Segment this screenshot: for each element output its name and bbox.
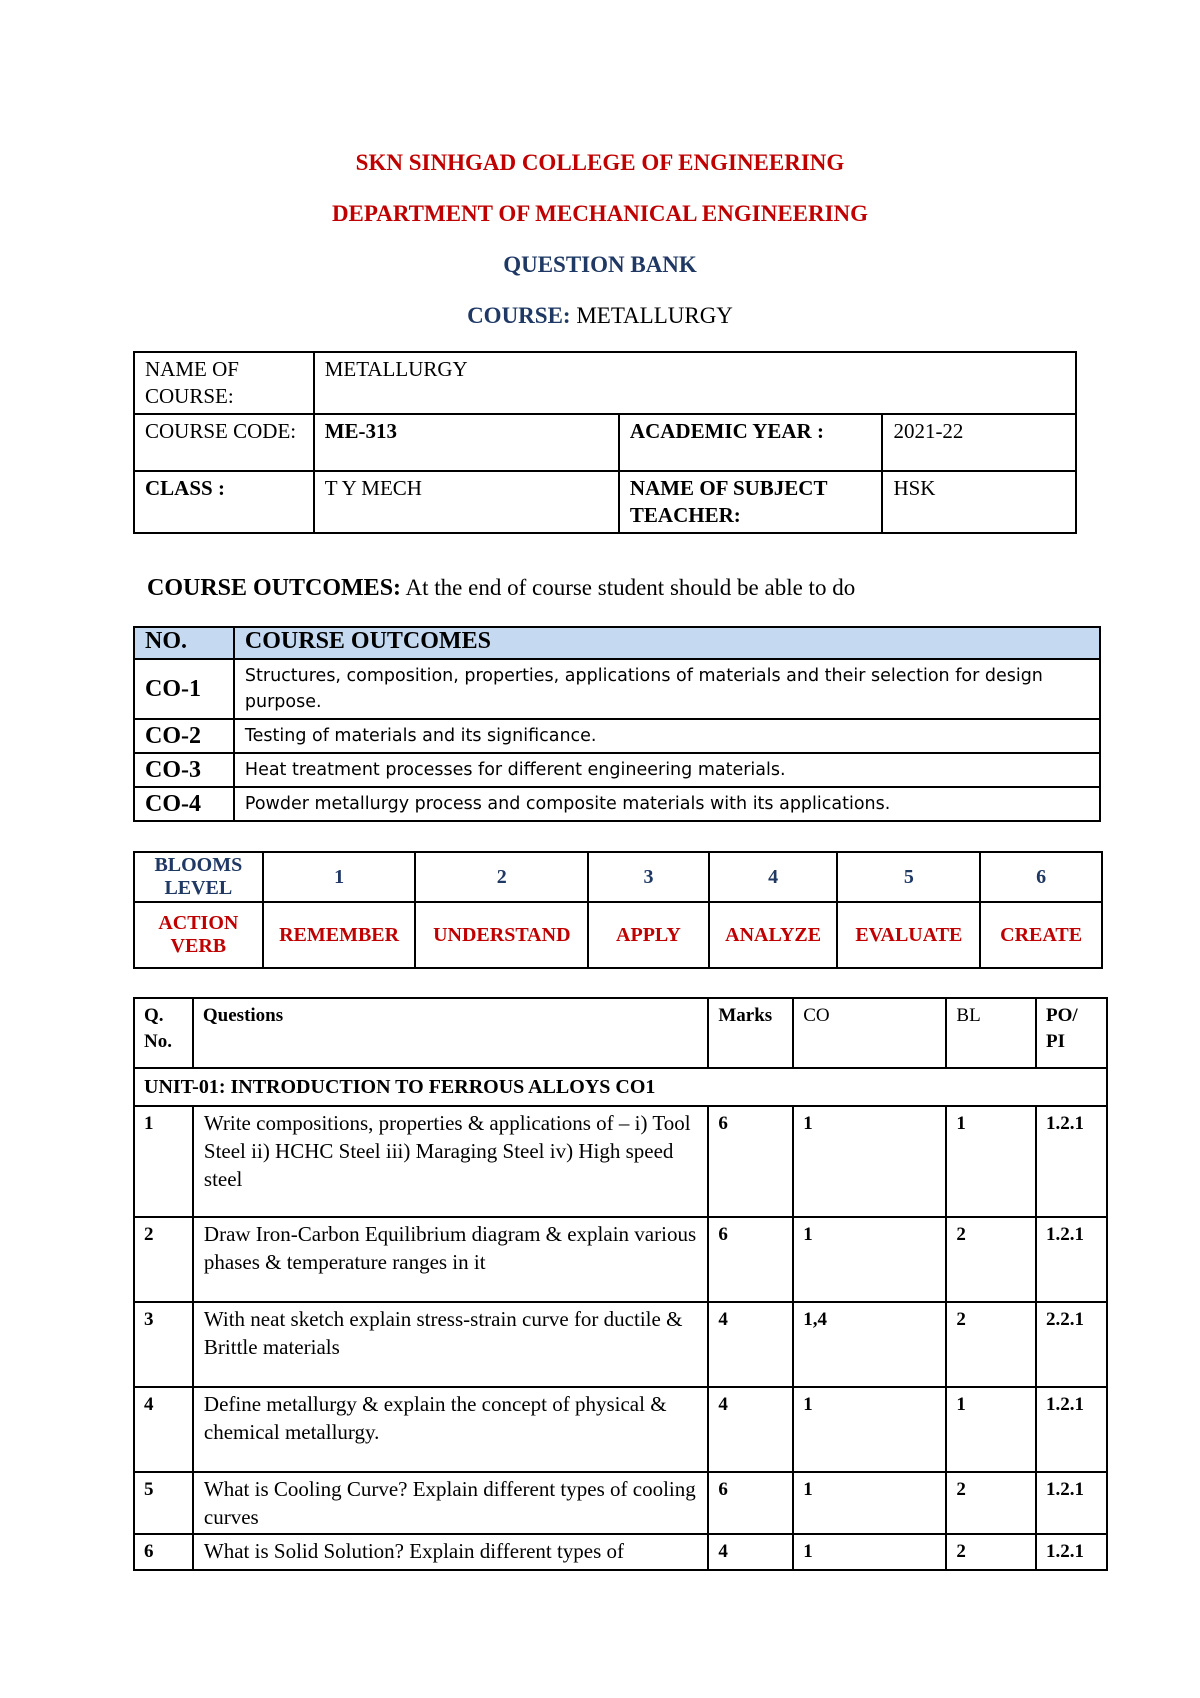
- question-text: Draw Iron-Carbon Equilibrium diagram & explain various phases & temperature ranges in it: [193, 1217, 708, 1302]
- co-number: CO-1: [134, 659, 234, 719]
- question-marks: 4: [708, 1387, 793, 1472]
- col-q-no: Q. No.: [134, 998, 193, 1068]
- question-po-pi: 1.2.1: [1036, 1106, 1107, 1217]
- question-po-pi: 1.2.1: [1036, 1472, 1107, 1534]
- blooms-level-table: [133, 851, 1103, 969]
- co-number: CO-3: [134, 753, 234, 787]
- action-verb: UNDERSTAND: [415, 902, 588, 968]
- blooms-level-number: 6: [980, 852, 1102, 902]
- question-text: Write compositions, properties & applications of – i) Tool Steel ii) HCHC Steel iii) Maraging Steel iv) High speed steel: [193, 1106, 708, 1217]
- question-co: 1: [793, 1106, 946, 1217]
- questions-table: [133, 997, 1108, 1571]
- question-row: [134, 1472, 1107, 1534]
- question-number: 6: [134, 1534, 193, 1570]
- course-code-label: COURSE CODE:: [134, 414, 314, 471]
- course-outcomes-label: COURSE OUTCOMES:: [147, 575, 402, 601]
- course-outcomes-intro: At the end of course student should be able to do: [405, 575, 856, 600]
- college-name: SKN SINHGAD COLLEGE OF ENGINEERING: [355, 150, 845, 175]
- action-verb: CREATE: [980, 902, 1102, 968]
- question-bl: 1: [946, 1106, 1036, 1217]
- question-number: 2: [134, 1217, 193, 1302]
- department-name: DEPARTMENT OF MECHANICAL ENGINEERING: [331, 201, 869, 226]
- question-number: 3: [134, 1302, 193, 1387]
- co-number: CO-2: [134, 719, 234, 753]
- unit-title: UNIT-01: INTRODUCTION TO FERROUS ALLOYS CO1: [134, 1068, 1107, 1106]
- co-description: Powder metallurgy process and composite materials with its applications.: [234, 787, 1100, 821]
- blooms-level-number: 5: [837, 852, 980, 902]
- co-number: CO-4: [134, 787, 234, 821]
- academic-year-label: ACADEMIC YEAR :: [619, 414, 883, 471]
- question-bl: 1: [946, 1387, 1036, 1472]
- question-bl: 2: [946, 1217, 1036, 1302]
- question-bl: 2: [946, 1302, 1036, 1387]
- academic-year-value: 2021-22: [882, 414, 1076, 471]
- question-bl: 2: [946, 1472, 1036, 1534]
- question-co: 1: [793, 1534, 946, 1570]
- course-outcomes-heading: [147, 575, 855, 602]
- question-row: [134, 1534, 1107, 1570]
- course-name-label: NAME OF COURSE:: [134, 352, 314, 414]
- question-row: [134, 1387, 1107, 1472]
- question-number: 5: [134, 1472, 193, 1534]
- course-outcomes-table: [133, 626, 1101, 822]
- question-bl: 2: [946, 1534, 1036, 1570]
- action-verb: APPLY: [588, 902, 709, 968]
- action-verb: REMEMBER: [263, 902, 416, 968]
- question-po-pi: 2.2.1: [1036, 1302, 1107, 1387]
- question-marks: 6: [708, 1106, 793, 1217]
- course-name-value: METALLURGY: [314, 352, 1076, 414]
- question-marks: 6: [708, 1217, 793, 1302]
- course-label: COURSE:: [467, 303, 571, 328]
- course-code-value: ME-313: [314, 414, 619, 471]
- co-col-outcomes: COURSE OUTCOMES: [234, 627, 1100, 659]
- question-co: 1: [793, 1472, 946, 1534]
- question-co: 1,4: [793, 1302, 946, 1387]
- question-marks: 6: [708, 1472, 793, 1534]
- co-description: Testing of materials and its significance.: [234, 719, 1100, 753]
- blooms-level-label: BLOOMS LEVEL: [134, 852, 263, 902]
- question-text: With neat sketch explain stress-strain curve for ductile & Brittle materials: [193, 1302, 708, 1387]
- question-marks: 4: [708, 1534, 793, 1570]
- question-co: 1: [793, 1217, 946, 1302]
- question-po-pi: 1.2.1: [1036, 1217, 1107, 1302]
- blooms-level-number: 2: [415, 852, 588, 902]
- co-col-no: NO.: [134, 627, 234, 659]
- course-value: METALLURGY: [576, 303, 733, 328]
- col-marks: Marks: [708, 998, 793, 1068]
- question-number: 1: [134, 1106, 193, 1217]
- question-marks: 4: [708, 1302, 793, 1387]
- col-bl: BL: [946, 998, 1036, 1068]
- blooms-level-number: 4: [709, 852, 838, 902]
- question-number: 4: [134, 1387, 193, 1472]
- course-info-table: [133, 351, 1077, 534]
- question-po-pi: 1.2.1: [1036, 1387, 1107, 1472]
- question-po-pi: 1.2.1: [1036, 1534, 1107, 1570]
- action-verb-label: ACTION VERB: [134, 902, 263, 968]
- question-text: Define metallurgy & explain the concept of physical & chemical metallurgy.: [193, 1387, 708, 1472]
- action-verb: EVALUATE: [837, 902, 980, 968]
- action-verb: ANALYZE: [709, 902, 838, 968]
- co-description: Heat treatment processes for different engineering materials.: [234, 753, 1100, 787]
- document-type: QUESTION BANK: [503, 252, 697, 277]
- subject-teacher-label: NAME OF SUBJECT TEACHER:: [619, 471, 883, 533]
- question-text: What is Cooling Curve? Explain different types of cooling curves: [193, 1472, 708, 1534]
- col-po-pi: PO/ PI: [1036, 998, 1107, 1068]
- question-co: 1: [793, 1387, 946, 1472]
- class-value: T Y MECH: [314, 471, 619, 533]
- subject-teacher-value: HSK: [882, 471, 1076, 533]
- question-row: [134, 1106, 1107, 1217]
- question-row: [134, 1217, 1107, 1302]
- col-questions: Questions: [193, 998, 708, 1068]
- class-label: CLASS :: [134, 471, 314, 533]
- question-row: [134, 1302, 1107, 1387]
- blooms-level-number: 1: [263, 852, 416, 902]
- course-title: [0, 303, 1200, 329]
- co-description: Structures, composition, properties, applications of materials and their selection for design purpose.: [234, 659, 1100, 719]
- question-text: What is Solid Solution? Explain different types of: [193, 1534, 708, 1570]
- col-co: CO: [793, 998, 946, 1068]
- blooms-level-number: 3: [588, 852, 709, 902]
